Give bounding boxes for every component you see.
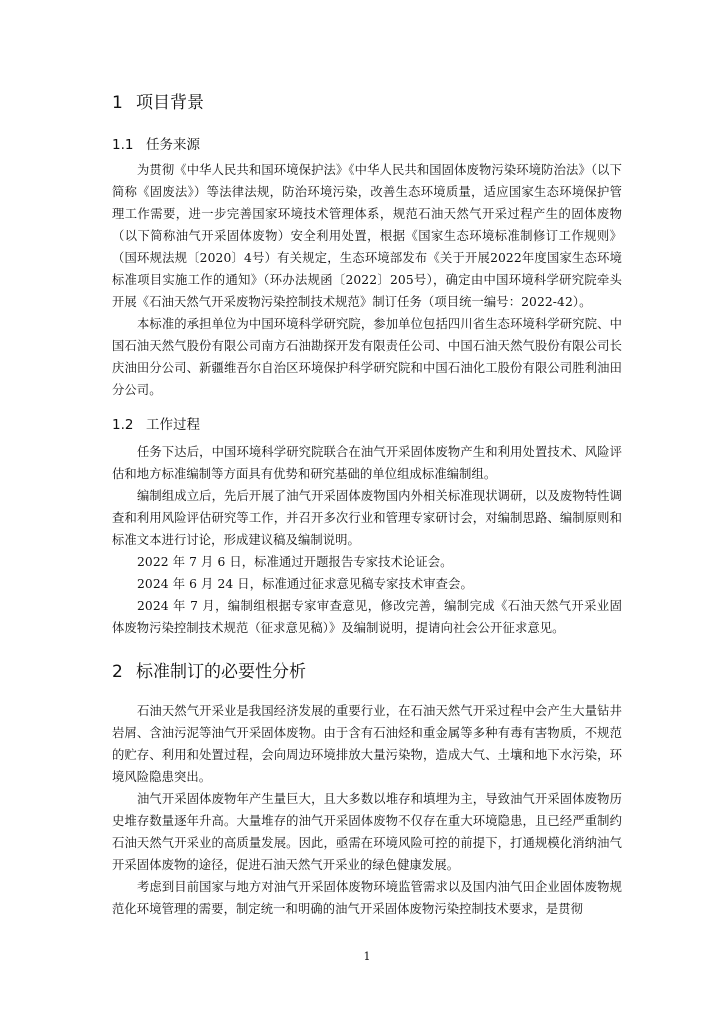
section-1-heading xyxy=(112,88,204,113)
paragraph: 任务下达后，中国环境科学研究院联合在油气开采固体废物产生和利用处置技术、风险评估和地方标准编制等方面具有优势和研究基础的单位组成标准编制组。 xyxy=(112,445,622,481)
section-1-2-title: 工作过程 xyxy=(146,417,200,433)
section-2-number: 2 xyxy=(112,662,123,682)
section-1-2-heading xyxy=(112,413,200,433)
page-number: 1 xyxy=(363,950,371,963)
paragraph: 为贯彻《中华人民共和国环境保护法》《中华人民共和国固体废物污染环境防治法》（以下简称《固废法》）等法律法规，防治环境污染，改善生态环境质量，适应国家生态环境保护管理工作需要，进一步完善国家环境技术管理体系，规范石油天然气开采过程产生的固体废物（以下简称油气开采固体废物）安全利用处置，根据《国家生态环境标准制修订工作规则》（国环规法规〔2020〕4号）有关规定，生态环境部发布《关于开展2022年度国家生态环境标准项目实施工作的通知》（环办法规函〔2022〕205号），确定由中国环境科学研究院牵头开展《石油天然气开采废物污染控制技术规范》制订任务（项目统一编号：2022-42）。 xyxy=(112,163,622,309)
section-1-1-number: 1.1 xyxy=(112,137,134,153)
section-2-title: 标准制订的必要性分析 xyxy=(136,662,306,682)
paragraph: 本标准的承担单位为中国环境科学研究院，参加单位包括四川省生态环境科学研究院、中国石油天然气股份有限公司南方石油勘探开发有限责任公司、中国石油天然气股份有限公司长庆油田分公司、新疆维吾尔自治区环境保护科学研究院和中国石油化工股份有限公司胜利油田分公司。 xyxy=(112,317,622,397)
section-1-number: 1 xyxy=(112,93,123,113)
paragraph: 石油天然气开采业是我国经济发展的重要行业，在石油天然气开采过程中会产生大量钻井岩屑、含油污泥等油气开采固体废物。由于含有石油烃和重金属等多种有毒有害物质，不规范的贮存、利用和处置过程，会向周边环境排放大量污染物，造成大气、土壤和地下水污染，环境风险隐患突出。 xyxy=(112,704,622,784)
section-2-heading xyxy=(112,657,306,682)
paragraph: 编制组成立后，先后开展了油气开采固体废物国内外相关标准现状调研，以及废物特性调查和利用风险评估研究等工作，并召开多次行业和管理专家研讨会，对编制思路、编制原则和标准文本进行讨论，形成建议稿及编制说明。 xyxy=(112,489,622,547)
paragraph: 考虑到目前国家与地方对油气开采固体废物环境监管需求以及国内油气田企业固体废物规范化环境管理的需要，制定统一和明确的油气开采固体废物污染控制技术要求，是贯彻 xyxy=(112,880,622,916)
paragraph: 油气开采固体废物年产生量巨大，且大多数以堆存和填埋为主，导致油气开采固体废物历史堆存数量逐年升高。大量堆存的油气开采固体废物不仅存在重大环境隐患，且已经严重制约石油天然气开采业的高质量发展。因此，亟需在环境风险可控的前提下，打通规模化消纳油气开采固体废物的途径，促进石油天然气开采业的绿色健康发展。 xyxy=(112,792,622,872)
section-1-1-title: 任务来源 xyxy=(146,137,200,153)
section-1-title: 项目背景 xyxy=(136,93,204,113)
document-page xyxy=(112,0,622,1024)
paragraph: 2022 年 7 月 6 日，标准通过开题报告专家技术论证会。 xyxy=(137,555,453,569)
paragraph: 2024 年 7 月，编制组根据专家审查意见，修改完善，编制完成《石油天然气开采业固体废物污染控制技术规范（征求意见稿）》及编制说明，提请向社会公开征求意见。 xyxy=(112,599,622,635)
section-1-1-heading xyxy=(112,133,200,153)
paragraph: 2024 年 6 月 24 日，标准通过征求意见稿专家技术审查会。 xyxy=(137,577,473,591)
section-1-2-number: 1.2 xyxy=(112,417,134,433)
